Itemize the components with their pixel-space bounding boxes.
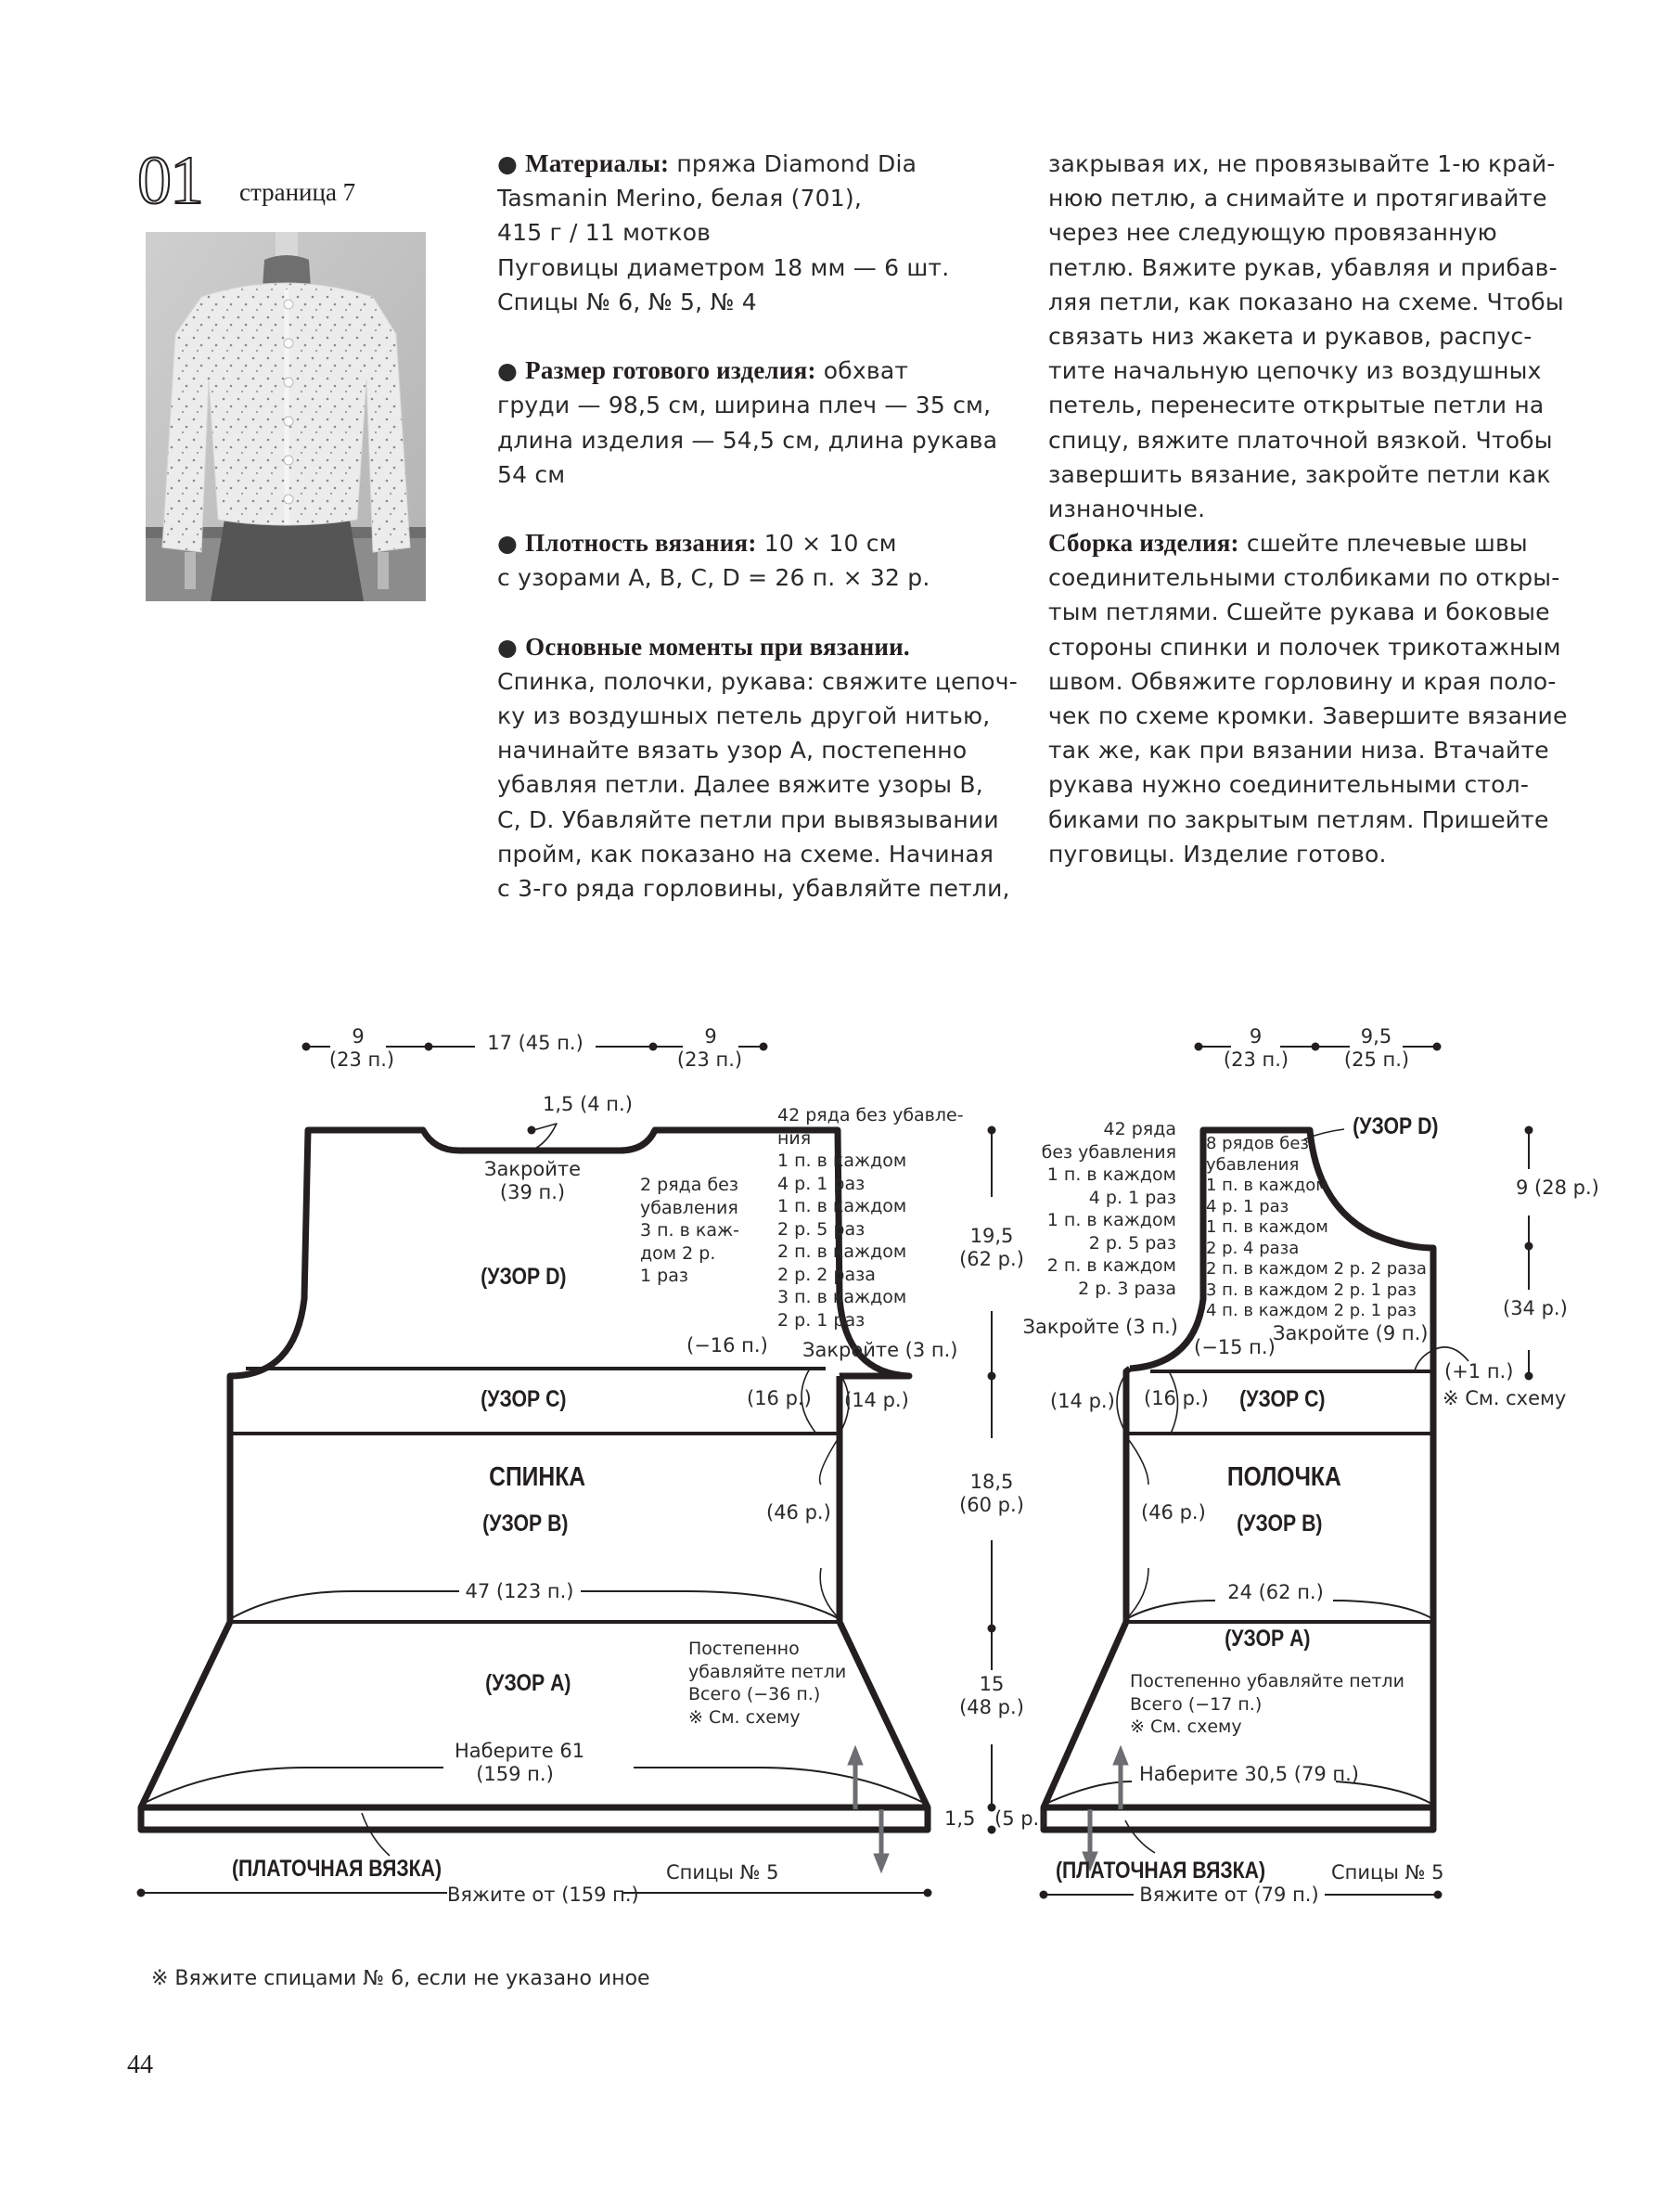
back-rows-c-inner: (16 р.) (747, 1387, 812, 1409)
front-neck-cm: 9,5 (1360, 1025, 1392, 1048)
text-line: C, D. Убавляйте петли при вывязывании (497, 805, 999, 833)
front-rows-c-inner: (16 р.) (1144, 1387, 1209, 1409)
back-pattern-d-label: (УЗОР D) (481, 1264, 567, 1290)
text-line: Tasmanin Merino, белая (701), (497, 185, 862, 212)
bullet-icon: ● (497, 150, 519, 177)
front-garter-label: (ПЛАТОЧНАЯ ВЯЗКА) (1055, 1858, 1266, 1884)
text-line: биками по закрытым петлям. Пришейте (1048, 805, 1549, 833)
back-pattern-c-label: (УЗОР C) (481, 1386, 567, 1412)
footnote: ※ Вяжите спицами № 6, если не указано иное (151, 1967, 650, 1990)
front-rows-c-outer: (14 р.) (1050, 1390, 1115, 1412)
text-line: 54 см (497, 460, 566, 488)
text-line: Спинка, полочки, рукава: свяжите цепоч- (497, 667, 1018, 695)
key-points-heading: Основные моменты при вязании. (525, 632, 910, 661)
text-line: с 3-го ряда горловины, убавляйте петли, (497, 874, 1010, 902)
assembly-heading: Сборка изделия: (1048, 529, 1239, 558)
front-armhole-shaping: 42 ряда без убавления 1 п. в каждом 4 р. 1 раз 1 п. в каждом 2 р. 5 раз 2 п. в каждом 2 р. 3 раза (1041, 1119, 1176, 1299)
text-line: через нее следующую провязанную (1048, 219, 1497, 247)
front-neck-bindoff: Закройте (9 п.) (1273, 1322, 1429, 1344)
text-line: пройм, как показано на схеме. Начиная (497, 840, 994, 868)
text-line: Пуговицы диаметром 18 мм — 6 шт. (497, 253, 950, 281)
front-neck-shaping: 8 рядов без убавления 1 п. в каждом 4 р. 1 раз 1 п. в каждом 2 р. 4 раза 2 п. в каждом 2 р. 2 раза 3 п. в каждом 2 р. 1 раз 4 п. в каждом 2 р. 1 раз (1206, 1134, 1427, 1320)
text-line: петлю. Вяжите рукав, убавляя и прибав- (1048, 253, 1558, 281)
text-line: Спицы № 6, № 5, № 4 (497, 288, 757, 315)
front-cast-on: Наберите 30,5 (79 п.) (1139, 1763, 1359, 1785)
front-increase-note: ※ См. схему (1443, 1387, 1567, 1409)
text-line: связать низ жакета и рукавов, распус- (1048, 322, 1533, 350)
back-width-b: 47 (123 п.) (465, 1580, 574, 1602)
ruler-armhole: 19,5 (62 р.) (959, 1225, 1024, 1270)
front-neck-total: (−15 п.) (1194, 1336, 1276, 1358)
front-increase: (+1 п.) (1444, 1360, 1514, 1382)
text-line: ку из воздушных петель другой нитью, (497, 702, 991, 729)
text-line: убавляя петли. Далее вяжите узоры B, (497, 771, 983, 799)
ruler-hem-rows: (5 р.) (994, 1807, 1047, 1830)
page-reference: страница 7 (239, 178, 356, 206)
front-pattern-d-label: (УЗОР D) (1353, 1113, 1439, 1139)
text-line: петель, перенесите открытые петли на (1048, 392, 1545, 419)
back-armhole-total: (−16 п.) (686, 1334, 768, 1357)
back-title: СПИНКА (489, 1462, 586, 1492)
front-armhole-bindoff: Закройте (3 п.) (1022, 1316, 1178, 1338)
text-line: швом. Обвяжите горловину и края поло- (1048, 667, 1557, 695)
back-armhole-shaping: 42 ряда без убавле- ния 1 п. в каждом 4 р. 1 раз 1 п. в каждом 2 р. 5 раз 2 п. в каждом 2 р. 2 раза 3 п. в каждом 2 р. 1 раз (777, 1105, 964, 1331)
gauge-heading: Плотность вязания: (525, 529, 757, 558)
pattern-number: 01 (137, 143, 202, 219)
text-line: изнаночные. (1048, 495, 1206, 522)
text-line: завершить вязание, закройте петли как (1048, 460, 1551, 488)
text-line: обхват (823, 357, 909, 385)
front-title: ПОЛОЧКА (1226, 1462, 1341, 1492)
front-width-b: 24 (62 п.) (1227, 1581, 1324, 1603)
back-pattern-a-label: (УЗОР A) (485, 1670, 571, 1696)
text-line: так же, как при вязании низа. Втачайте (1048, 737, 1549, 765)
back-decrease-note: Постепенно убавляйте петли Всего (−36 п.) ※ См. схему (688, 1639, 847, 1728)
back-garter-label: (ПЛАТОЧНАЯ ВЯЗКА) (231, 1856, 442, 1882)
text-line: закрывая их, не провязывайте 1-ю край- (1048, 150, 1556, 177)
back-needles: Спицы № 5 (666, 1861, 779, 1884)
page-number: 44 (127, 2051, 153, 2079)
text-line: длина изделия — 54,5 см, длина рукава (497, 426, 998, 454)
text-line: 415 г / 11 мотков (497, 219, 712, 247)
back-neck-width: 17 (45 п.) (487, 1032, 584, 1054)
back-pattern-b-label: (УЗОР B) (482, 1511, 569, 1537)
back-neck-shaping: 2 ряда без убавления 3 п. в каж- дом 2 р. 1 раз (640, 1175, 739, 1286)
text-line: начинайте вязать узор A, постепенно (497, 737, 968, 765)
back-neck-depth: 1,5 (4 п.) (543, 1093, 633, 1115)
text-line: соединительными столбиками по откры- (1048, 564, 1560, 592)
text-line: тите начальную цепочку из воздушных (1048, 357, 1542, 385)
text-line: с узорами A, B, C, D = 26 п. × 32 р. (497, 564, 930, 592)
bullet-icon: ● (497, 633, 519, 661)
back-rows-c-outer: (14 р.) (844, 1389, 909, 1411)
back-shoulder-right-cm: 9 (704, 1025, 717, 1048)
front-pick-up: Вяжите от (79 п.) (1139, 1884, 1319, 1906)
text-line: чек по схеме кромки. Завершите вязание (1048, 702, 1568, 729)
text-line: пряжа Diamond Dia (676, 150, 917, 177)
text-line: рукава нужно соединительными стол- (1048, 771, 1530, 799)
front-neck-sts: (25 п.) (1343, 1048, 1410, 1071)
text-line: груди — 98,5 см, ширина плеч — 35 см, (497, 392, 992, 419)
back-shoulder-left-sts: (23 п.) (328, 1048, 395, 1071)
back-pick-up: Вяжите от (159 п.) (447, 1884, 639, 1906)
text-line: спицу, вяжите платочной вязкой. Чтобы (1048, 426, 1553, 454)
back-cast-on: Наберите 61 (159 п.) (455, 1740, 585, 1785)
front-shoulder-sts: (23 п.) (1223, 1048, 1289, 1071)
ruler-body: 18,5 (60 р.) (959, 1471, 1024, 1516)
materials-heading: Материалы: (525, 149, 670, 177)
bullet-icon: ● (497, 357, 519, 385)
back-armhole-bindoff: Закройте (3 п.) (802, 1339, 958, 1361)
text-line: ляя петли, как показано на схеме. Чтобы (1048, 288, 1564, 315)
front-needles: Спицы № 5 (1331, 1861, 1444, 1884)
ruler-hem-cm: 1,5 (944, 1807, 976, 1830)
ruler-peplum: 15 (48 р.) (959, 1673, 1024, 1718)
front-rows-b: (46 р.) (1141, 1501, 1206, 1524)
back-rows-b: (46 р.) (766, 1501, 831, 1524)
text-line: пуговицы. Изделие готово. (1048, 840, 1387, 868)
text-line: тым петлями. Сшейте рукава и боковые (1048, 598, 1550, 626)
front-neck-ruler-top: 9 (28 р.) (1516, 1177, 1599, 1199)
front-pattern-a-label: (УЗОР A) (1225, 1626, 1311, 1652)
text-line: нюю петлю, а снимайте и протягивайте (1048, 185, 1547, 212)
back-neck-bindoff: Закройте (39 п.) (484, 1158, 581, 1203)
size-heading: Размер готового изделия: (525, 356, 816, 385)
front-pattern-b-label: (УЗОР B) (1237, 1511, 1323, 1537)
back-shoulder-right-sts: (23 п.) (676, 1048, 743, 1071)
front-decrease-note: Постепенно убавляйте петли Всего (−17 п.) ※ См. схему (1130, 1671, 1404, 1737)
text-line: 10 × 10 см (763, 530, 897, 558)
bullet-icon: ● (497, 530, 519, 558)
back-shoulder-left-cm: 9 (352, 1025, 365, 1048)
front-neck-ruler-bottom: (34 р.) (1503, 1297, 1568, 1319)
text-line: сшейте плечевые швы (1246, 530, 1528, 558)
text-line: стороны спинки и полочек трикотажным (1048, 633, 1561, 661)
front-shoulder-cm: 9 (1249, 1025, 1263, 1048)
front-pattern-c-label: (УЗОР C) (1239, 1386, 1326, 1412)
